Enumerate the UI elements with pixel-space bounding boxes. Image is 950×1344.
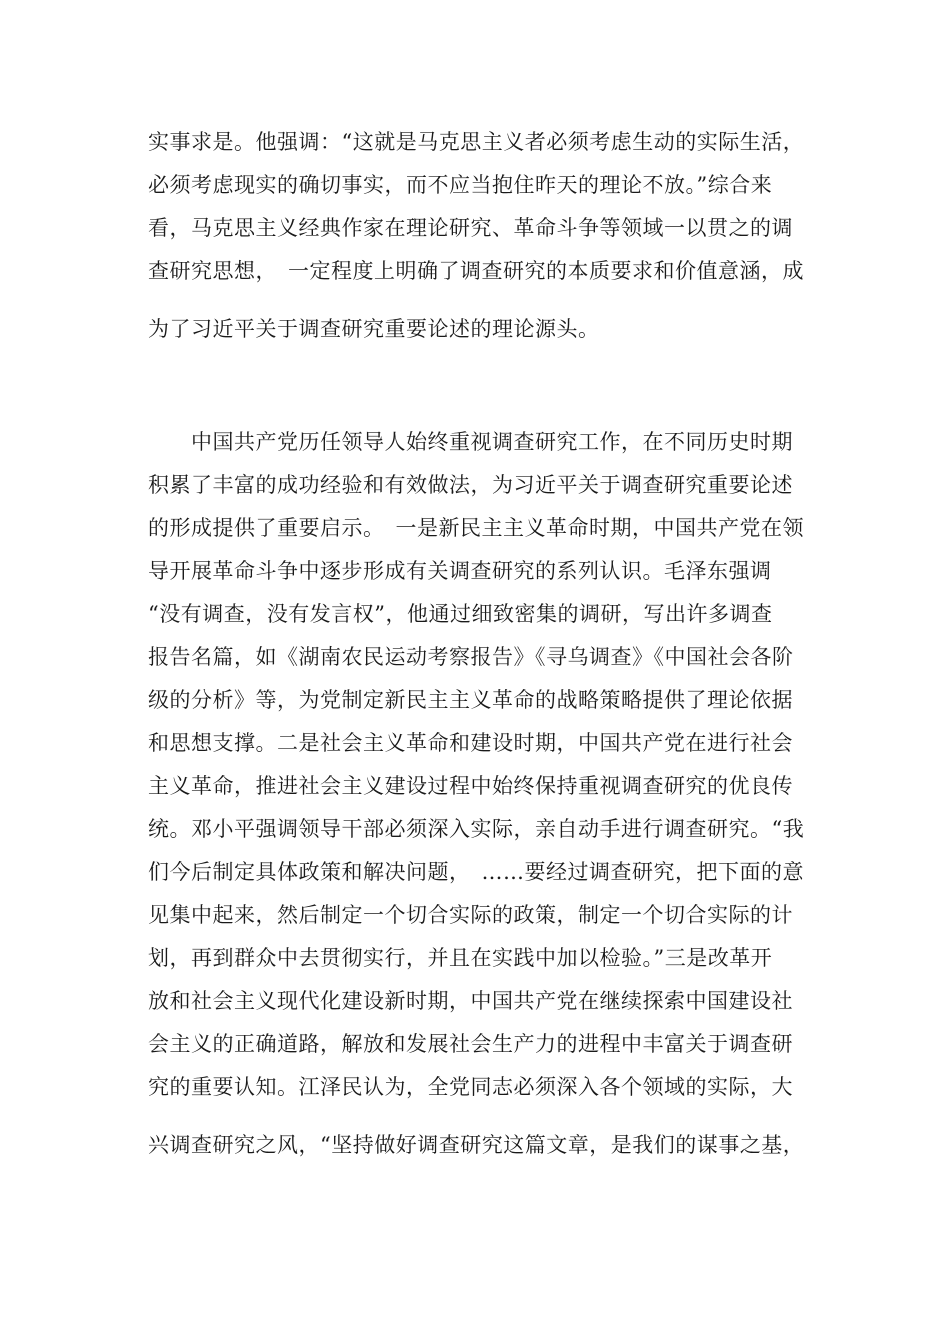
paragraph-2-line-16: 究的重要认知。江泽民认为，全党同志必须深入各个领域的实际，大 — [148, 1075, 793, 1099]
paragraph-2-line-4: 导开展革命斗争中逐步形成有关调查研究的系列认识。毛泽东强调 — [148, 559, 772, 583]
paragraph-2-line-5: “没有调查，没有发言权”，他通过细致密集的调研，写出许多调查 — [148, 602, 773, 626]
paragraph-1-line-4: 查研究思想， 一定程度上明确了调查研究的本质要求和价值意涵，成 — [148, 259, 804, 283]
paragraph-2-line-1: 中国共产党历任领导人始终重视调查研究工作，在不同历史时期 — [148, 430, 793, 454]
paragraph-2-line-7: 级的分析》等，为党制定新民主主义革命的战略策略提供了理论依据 — [148, 688, 793, 712]
paragraph-1-line-3: 看，马克思主义经典作家在理论研究、革命斗争等领域一以贯之的调 — [148, 216, 793, 240]
paragraph-2-line-10: 统。邓小平强调领导干部必须深入实际，亲自动手进行调查研究。“我 — [148, 817, 805, 841]
paragraph-2-line-12: 见集中起来，然后制定一个切合实际的政策，制定一个切合实际的计 — [148, 903, 793, 927]
paragraph-2-line-17: 兴调查研究之风，“坚持做好调查研究这篇文章，是我们的谋事之基， — [148, 1133, 805, 1157]
paragraph-1-line-1: 实事求是。他强调：“这就是马克思主义者必须考虑生动的实际生活， — [148, 130, 805, 154]
paragraph-2-line-13: 划，再到群众中去贯彻实行，并且在实践中加以检验。”三是改革开 — [148, 946, 773, 970]
paragraph-2-line-2: 积累了丰富的成功经验和有效做法，为习近平关于调查研究重要论述 — [148, 473, 793, 497]
paragraph-1-line-5: 为了习近平关于调查研究重要论述的理论源头。 — [148, 317, 600, 341]
paragraph-2-line-9: 主义革命，推进社会主义建设过程中始终保持重视调查研究的优良传 — [148, 774, 793, 798]
paragraph-2-line-8: 和思想支撑。二是社会主义革命和建设时期，中国共产党在进行社会 — [148, 731, 793, 755]
paragraph-1-line-2: 必须考虑现实的确切事实，而不应当抱住昨天的理论不放。”综合来 — [148, 173, 773, 197]
paragraph-2-line-15: 会主义的正确道路，解放和发展社会生产力的进程中丰富关于调查研 — [148, 1032, 793, 1056]
paragraph-2-line-14: 放和社会主义现代化建设新时期，中国共产党在继续探索中国建设社 — [148, 989, 793, 1013]
paragraph-2-line-3: 的形成提供了重要启示。 一是新民主主义革命时期，中国共产党在领 — [148, 516, 804, 540]
paragraph-2-line-11: 们今后制定具体政策和解决问题， ……要经过调查研究，把下面的意 — [148, 860, 804, 884]
paragraph-2-line-6: 报告名篇，如《湖南农民运动考察报告》《寻乌调查》《中国社会各阶 — [148, 645, 794, 669]
